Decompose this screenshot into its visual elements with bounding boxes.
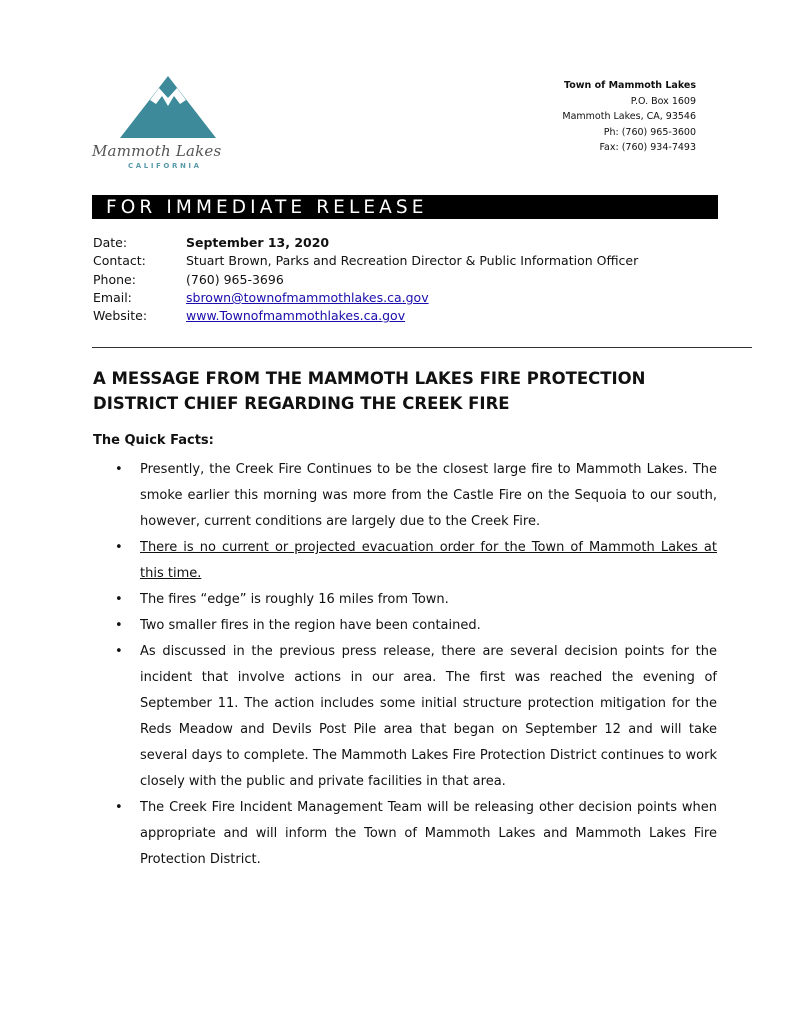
address-block <box>562 78 696 156</box>
release-meta <box>93 234 638 325</box>
headline-line-2: DISTRICT CHIEF REGARDING THE CREEK FIRE <box>93 394 510 413</box>
address-city: Mammoth Lakes, CA, 93546 <box>562 111 696 122</box>
meta-row-date <box>93 234 638 252</box>
meta-label: Contact: <box>93 253 146 269</box>
quick-facts-list <box>93 457 717 873</box>
meta-contact-value: Stuart Brown, Parks and Recreation Director & Public Information Officer <box>186 253 639 269</box>
divider <box>92 347 752 348</box>
meta-row-phone <box>93 271 638 289</box>
bullet-icon: • <box>115 644 123 659</box>
meta-row-email <box>93 289 638 307</box>
list-item <box>93 613 717 639</box>
fact-text: Presently, the Creek Fire Continues to be the closest large fire to Mammoth Lakes. The smoke earlier this morning was more from the Castle Fire on the Sequoia to our south, however, current conditions are largely due to the Creek Fire. <box>140 462 717 529</box>
bullet-icon: • <box>115 540 123 555</box>
list-item <box>93 587 717 613</box>
address-fax: Fax: (760) 934-7493 <box>599 142 696 153</box>
fact-text: The fires “edge” is roughly 16 miles from Town. <box>140 592 449 607</box>
list-item <box>93 457 717 535</box>
bullet-icon: • <box>115 800 123 815</box>
bullet-icon: • <box>115 462 123 477</box>
fact-text: Two smaller fires in the region have been contained. <box>140 618 481 633</box>
list-item <box>93 639 717 795</box>
meta-phone-value: (760) 965-3696 <box>186 271 284 287</box>
logo-wordmark: Mammoth Lakes <box>92 142 222 160</box>
release-banner: FOR IMMEDIATE RELEASE <box>92 195 718 219</box>
fact-text-underlined: There is no current or projected evacuation order for the Town of Mammoth Lakes at this time. <box>140 540 717 581</box>
meta-row-website <box>93 307 638 325</box>
list-item <box>93 795 717 873</box>
meta-label: Website: <box>93 308 148 324</box>
meta-date-value: September 13, 2020 <box>186 235 330 250</box>
headline-line-1: A MESSAGE FROM THE MAMMOTH LAKES FIRE PROTECTION <box>93 369 646 388</box>
page-title <box>93 366 723 416</box>
meta-row-contact <box>93 252 638 270</box>
mountain-logo-icon <box>120 74 216 140</box>
town-logo <box>92 74 250 174</box>
bullet-icon: • <box>115 618 123 633</box>
meta-label: Date: <box>93 235 128 250</box>
meta-label: Phone: <box>93 271 136 287</box>
website-link[interactable]: www.Townofmammothlakes.ca.gov <box>186 308 406 324</box>
list-item <box>93 535 717 587</box>
logo-state: CALIFORNIA <box>128 162 202 170</box>
fact-text: As discussed in the previous press release, there are several decision points for the incident that involve actions in our area. The first was reached the evening of September 11. The action includes some initial structure protection mitigation for the Reds Meadow and Devils Post Pile area that began on September 12 and will take several days to complete. The Mammoth Lakes Fire Protection District continues to work closely with the public and private facilities in that area. <box>140 644 717 789</box>
meta-label: Email: <box>93 289 132 305</box>
section-heading: The Quick Facts: <box>93 433 214 448</box>
bullet-icon: • <box>115 592 123 607</box>
address-phone: Ph: (760) 965-3600 <box>603 126 696 138</box>
address-org: Town of Mammoth Lakes <box>564 80 696 91</box>
address-po-box: P.O. Box 1609 <box>630 95 696 107</box>
email-link[interactable]: sbrown@townofmammothlakes.ca.gov <box>186 289 429 305</box>
fact-text: The Creek Fire Incident Management Team will be releasing other decision points when appropriate and will inform the Town of Mammoth Lakes and Mammoth Lakes Fire Protection District. <box>140 800 717 867</box>
